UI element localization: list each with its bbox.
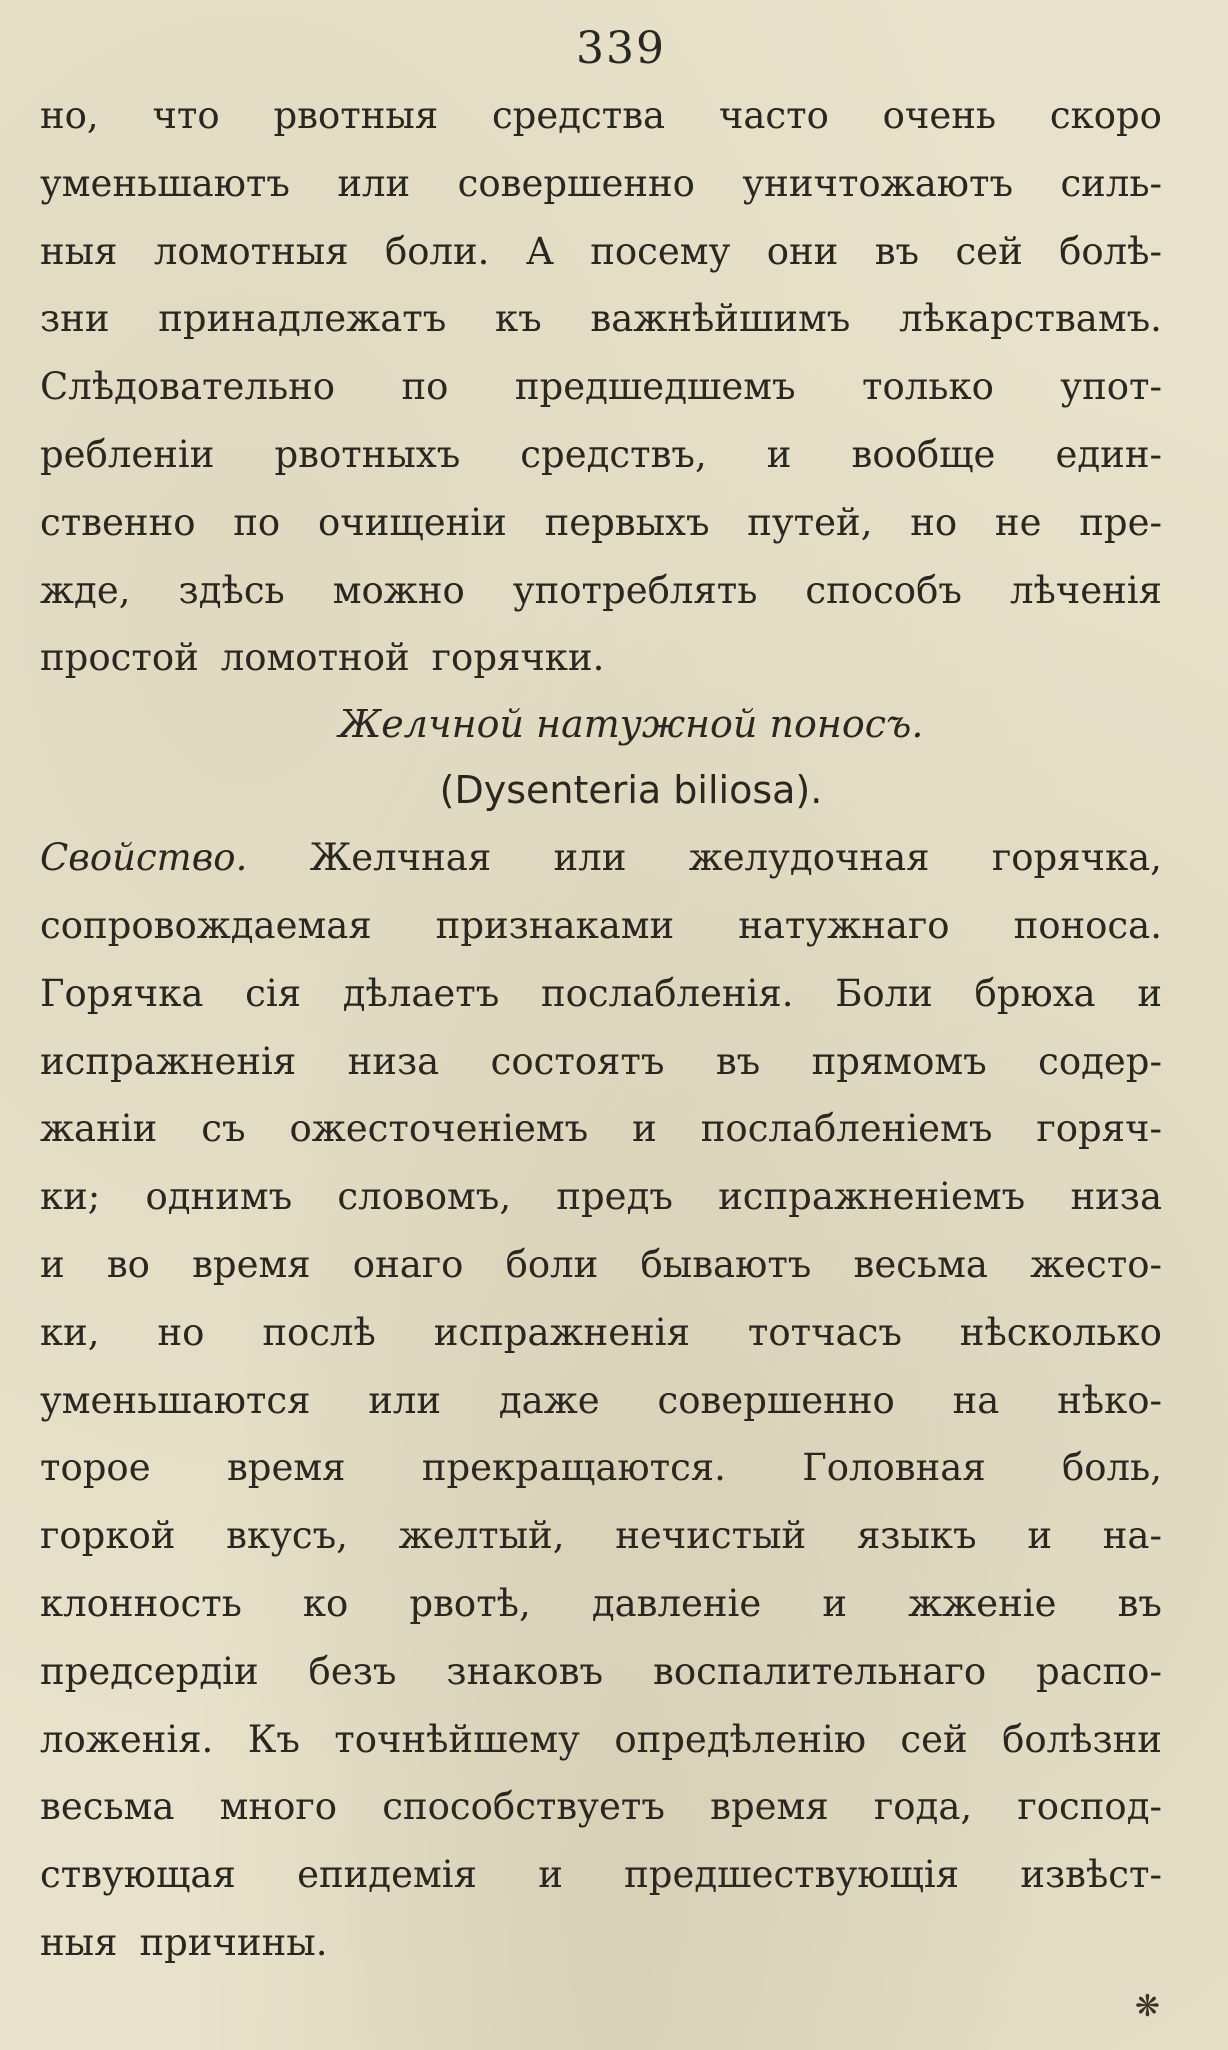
word: прямомъ bbox=[811, 1039, 987, 1083]
word: и bbox=[822, 1581, 848, 1625]
word: опредѣленію bbox=[614, 1717, 867, 1761]
text-line bbox=[40, 824, 1162, 892]
word: Горячка bbox=[40, 971, 204, 1015]
word: желтый, bbox=[398, 1514, 565, 1558]
word: болѣзни bbox=[1002, 1717, 1162, 1761]
word: послабленіемъ bbox=[700, 1107, 993, 1151]
text-line bbox=[40, 557, 1162, 625]
word: время bbox=[710, 1785, 829, 1829]
word: давленіе bbox=[591, 1581, 762, 1625]
word: горкой bbox=[40, 1514, 176, 1558]
word: однимъ bbox=[145, 1175, 293, 1219]
word: много bbox=[219, 1785, 338, 1829]
word: во bbox=[106, 1242, 150, 1286]
word: но bbox=[910, 500, 958, 544]
word: сія bbox=[245, 971, 302, 1015]
word: жесто- bbox=[1030, 1242, 1162, 1286]
word: и bbox=[538, 1853, 563, 1897]
word: что bbox=[152, 94, 220, 137]
word: клонность bbox=[40, 1581, 242, 1625]
word: только bbox=[862, 365, 994, 409]
word: рвотныхъ bbox=[274, 432, 461, 476]
word: средствъ, bbox=[520, 432, 707, 476]
word: прекращаются. bbox=[421, 1446, 726, 1490]
word: не bbox=[994, 500, 1042, 544]
word: Желчная bbox=[309, 836, 492, 880]
word: ломотныя bbox=[153, 229, 349, 273]
word: торое bbox=[40, 1446, 151, 1490]
word: употреблять bbox=[512, 568, 758, 612]
text-line bbox=[40, 1434, 1162, 1502]
word: испражненіемъ bbox=[718, 1175, 1026, 1219]
section-title: Желчной натужной поносъ. bbox=[338, 702, 924, 747]
word: даже bbox=[498, 1378, 600, 1422]
word: на bbox=[952, 1378, 1000, 1422]
word: часто bbox=[718, 94, 829, 137]
text-line bbox=[40, 1367, 1162, 1435]
word: ожесточеніемъ bbox=[289, 1107, 589, 1151]
text-line bbox=[40, 1095, 1162, 1163]
word: здѣсь bbox=[178, 568, 285, 612]
text-line bbox=[40, 1028, 1162, 1096]
word: словомъ, bbox=[337, 1175, 512, 1219]
word: время bbox=[192, 1242, 311, 1286]
word: года, bbox=[873, 1785, 973, 1829]
word: на- bbox=[1102, 1514, 1162, 1558]
word: вообще bbox=[851, 432, 996, 476]
word: А bbox=[525, 229, 554, 273]
word: горячки. bbox=[431, 636, 605, 680]
word: пре- bbox=[1079, 500, 1162, 544]
text-line bbox=[40, 285, 1162, 353]
text-line bbox=[40, 1231, 1162, 1299]
word: поноса. bbox=[1013, 903, 1162, 947]
word: низа bbox=[1070, 1175, 1162, 1219]
word: языкъ bbox=[856, 1514, 977, 1558]
word: предшествующія bbox=[624, 1853, 960, 1897]
word: господ- bbox=[1017, 1785, 1162, 1829]
word: предсердіи bbox=[40, 1649, 259, 1693]
section-latin-title: (Dysenteria biliosa). bbox=[439, 768, 823, 813]
word: епидемія bbox=[297, 1853, 477, 1897]
book-page bbox=[40, 18, 1162, 2038]
text-line bbox=[40, 1706, 1162, 1774]
word: лѣкарствамъ. bbox=[899, 297, 1162, 341]
word: простой bbox=[40, 636, 199, 680]
word: первыхъ bbox=[544, 500, 710, 544]
word: бываютъ bbox=[640, 1242, 812, 1286]
word: но, bbox=[40, 94, 99, 137]
text-line bbox=[40, 353, 1162, 421]
word: ныя bbox=[40, 229, 118, 273]
word: ныя bbox=[40, 1920, 118, 1964]
word: извѣст- bbox=[1020, 1853, 1162, 1897]
word: упот- bbox=[1060, 365, 1162, 409]
word: посему bbox=[590, 229, 731, 273]
word: сей bbox=[900, 1717, 968, 1761]
text-line bbox=[40, 489, 1162, 557]
word: жде, bbox=[40, 568, 131, 612]
text-line bbox=[40, 892, 1162, 960]
word: содер- bbox=[1038, 1039, 1162, 1083]
word: вкусъ, bbox=[226, 1514, 348, 1558]
word: ребленіи bbox=[40, 432, 215, 476]
word: и bbox=[632, 1107, 657, 1151]
word: низа bbox=[347, 1039, 440, 1083]
word: един- bbox=[1055, 432, 1162, 476]
word: и bbox=[1137, 971, 1162, 1015]
word: время bbox=[226, 1446, 346, 1490]
word: по bbox=[233, 500, 281, 544]
word: дѣлаетъ bbox=[342, 971, 500, 1015]
text-line bbox=[40, 1638, 1162, 1706]
word: ствующая bbox=[40, 1853, 236, 1897]
word: брюха bbox=[974, 971, 1096, 1015]
word: они bbox=[766, 229, 839, 273]
word: уменьшаютъ bbox=[40, 161, 290, 205]
paragraph-2 bbox=[40, 824, 1162, 1977]
word: нѣсколько bbox=[959, 1310, 1162, 1354]
word: знаковъ bbox=[446, 1649, 604, 1693]
word: признаками bbox=[435, 903, 675, 947]
word: ко bbox=[302, 1581, 349, 1625]
word: и bbox=[1027, 1514, 1052, 1558]
word: горяч- bbox=[1036, 1107, 1162, 1151]
word: жаніи bbox=[40, 1107, 158, 1151]
text-line bbox=[40, 1502, 1162, 1570]
word: съ bbox=[201, 1107, 246, 1151]
text-line bbox=[40, 1163, 1162, 1231]
word: путей, bbox=[747, 500, 873, 544]
word: болѣ- bbox=[1059, 229, 1162, 273]
word: средства bbox=[491, 94, 666, 137]
word: рвотныя bbox=[273, 94, 439, 137]
word: скоро bbox=[1049, 94, 1162, 137]
word: точнѣйшему bbox=[334, 1717, 580, 1761]
word: безъ bbox=[308, 1649, 397, 1693]
word: боли bbox=[505, 1242, 599, 1286]
text-line bbox=[40, 421, 1162, 489]
word: и bbox=[766, 432, 792, 476]
word: уничтожаютъ bbox=[742, 161, 1014, 205]
word: Головная bbox=[802, 1446, 986, 1490]
body-text bbox=[40, 82, 1162, 1977]
word: распо- bbox=[1036, 1649, 1162, 1693]
word: боль, bbox=[1062, 1446, 1162, 1490]
word: жженіе bbox=[908, 1581, 1057, 1625]
paragraph-1 bbox=[40, 82, 1162, 692]
word: предъ bbox=[556, 1175, 673, 1219]
word: нѣко- bbox=[1057, 1378, 1162, 1422]
word: ложенія. bbox=[40, 1717, 214, 1761]
word: ломотной bbox=[220, 636, 410, 680]
word: лѣченія bbox=[1009, 568, 1162, 612]
word: важнѣйшимъ bbox=[590, 297, 851, 341]
word: ки; bbox=[40, 1175, 101, 1219]
word: уменьшаются bbox=[40, 1378, 311, 1422]
word: совершенно bbox=[657, 1378, 895, 1422]
text-line bbox=[40, 1570, 1162, 1638]
word: испражненія bbox=[433, 1310, 690, 1354]
word: въ bbox=[715, 1039, 761, 1083]
text-line bbox=[40, 218, 1162, 286]
word: испражненія bbox=[40, 1039, 297, 1083]
word: ки, bbox=[40, 1310, 100, 1354]
word: послабленія. bbox=[541, 971, 794, 1015]
word: очень bbox=[882, 94, 997, 137]
word: состоятъ bbox=[490, 1039, 665, 1083]
word: онаго bbox=[352, 1242, 464, 1286]
word: предшедшемъ bbox=[514, 365, 796, 409]
word: весьма bbox=[853, 1242, 988, 1286]
text-line bbox=[40, 150, 1162, 218]
word: желудочная bbox=[688, 836, 930, 880]
word: въ bbox=[874, 229, 920, 273]
text-line bbox=[40, 1773, 1162, 1841]
word: можно bbox=[332, 568, 465, 612]
word: горячка, bbox=[991, 836, 1162, 880]
ornament-icon: ❋ bbox=[1134, 1989, 1160, 2024]
word: ственно bbox=[40, 500, 196, 544]
text-line bbox=[40, 82, 1162, 150]
word: по bbox=[401, 365, 449, 409]
word: сей bbox=[955, 229, 1023, 273]
text-line bbox=[40, 1299, 1162, 1367]
word: способствуетъ bbox=[382, 1785, 665, 1829]
word: принадлежатъ bbox=[158, 297, 447, 341]
word: нечистый bbox=[615, 1514, 807, 1558]
word: зни bbox=[40, 297, 110, 341]
text-line bbox=[40, 624, 1162, 692]
word: Слѣдовательно bbox=[40, 365, 336, 409]
word: очищеніи bbox=[317, 500, 507, 544]
word: или bbox=[368, 1378, 442, 1422]
word: весьма bbox=[40, 1785, 175, 1829]
word: или bbox=[553, 836, 627, 880]
word: причины. bbox=[139, 1920, 328, 1964]
word: тотчасъ bbox=[747, 1310, 902, 1354]
word: совершенно bbox=[457, 161, 695, 205]
word: воспалительнаго bbox=[653, 1649, 987, 1693]
word: натужнаго bbox=[738, 903, 950, 947]
word: послѣ bbox=[262, 1310, 376, 1354]
word: способъ bbox=[805, 568, 962, 612]
paragraph-lead: Свойство. bbox=[40, 836, 248, 880]
word: боли. bbox=[384, 229, 490, 273]
word: къ bbox=[495, 297, 542, 341]
word: Къ bbox=[247, 1717, 300, 1761]
text-line bbox=[40, 1841, 1162, 1909]
text-line bbox=[40, 1909, 1162, 1977]
word: или bbox=[337, 161, 411, 205]
word: но bbox=[157, 1310, 205, 1354]
word: сопровождаемая bbox=[40, 903, 372, 947]
word: въ bbox=[1117, 1581, 1162, 1625]
page-number: 339 bbox=[576, 23, 666, 74]
word: силь- bbox=[1060, 161, 1162, 205]
text-line bbox=[40, 960, 1162, 1028]
word: рвотѣ, bbox=[409, 1581, 531, 1625]
word: Боли bbox=[835, 971, 933, 1015]
word: и bbox=[40, 1242, 65, 1286]
